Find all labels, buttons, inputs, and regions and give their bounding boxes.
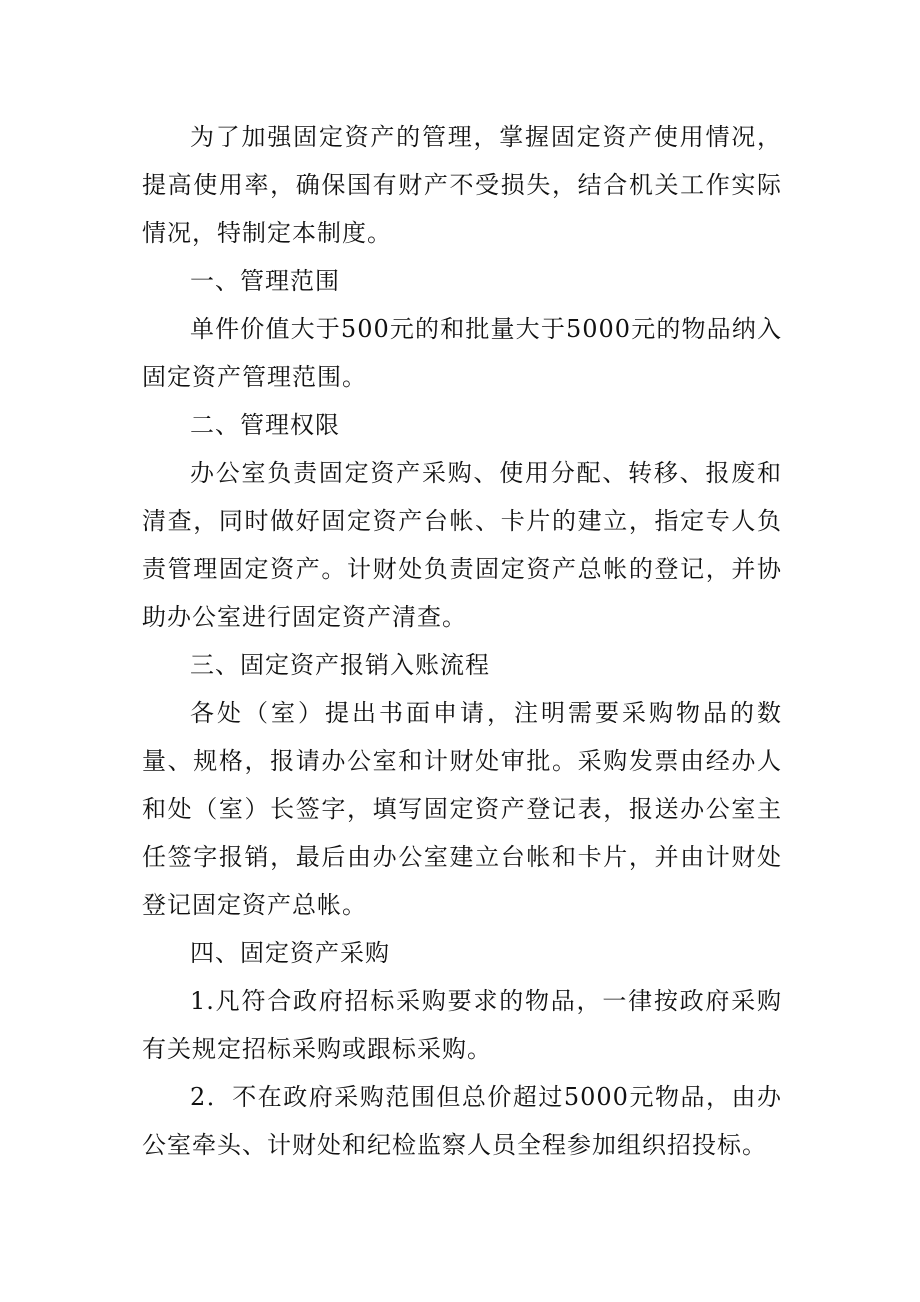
authority-paragraph: 办公室负责固定资产采购、使用分配、转移、报废和清查，同时做好固定资产台帐、卡片的建立，指定专人负责管理固定资产。计财处负责固定资产总帐的登记，并协助办公室进行固定资产清查。 bbox=[142, 459, 782, 631]
procurement-item-1: 1.凡符合政府招标采购要求的物品，一律按政府采购有关规定招标采购或跟标采购。 bbox=[142, 987, 782, 1063]
document-body bbox=[142, 113, 782, 1169]
section-heading-management-authority: 二、管理权限 bbox=[190, 411, 340, 439]
intro-paragraph: 为了加强固定资产的管理，掌握固定资产使用情况，提高使用率，确保国有财产不受损失，结合机关工作实际情况，特制定本制度。 bbox=[142, 123, 782, 247]
scope-paragraph: 单件价值大于500元的和批量大于5000元的物品纳入固定资产管理范围。 bbox=[142, 315, 782, 391]
reimbursement-paragraph: 各处（室）提出书面申请，注明需要采购物品的数量、规格，报请办公室和计财处审批。采购发票由经办人和处（室）长签字，填写固定资产登记表，报送办公室主任签字报销，最后由办公室建立台帐和卡片，并由计财处登记固定资产总帐。 bbox=[142, 699, 782, 919]
section-heading-management-scope: 一、管理范围 bbox=[190, 267, 340, 295]
procurement-item-2: 2．不在政府采购范围但总价超过5000元物品，由办公室牵头、计财处和纪检监察人员全程参加组织招投标。 bbox=[142, 1083, 782, 1159]
section-heading-procurement: 四、固定资产采购 bbox=[190, 939, 390, 967]
section-heading-reimbursement-process: 三、固定资产报销入账流程 bbox=[190, 651, 490, 679]
